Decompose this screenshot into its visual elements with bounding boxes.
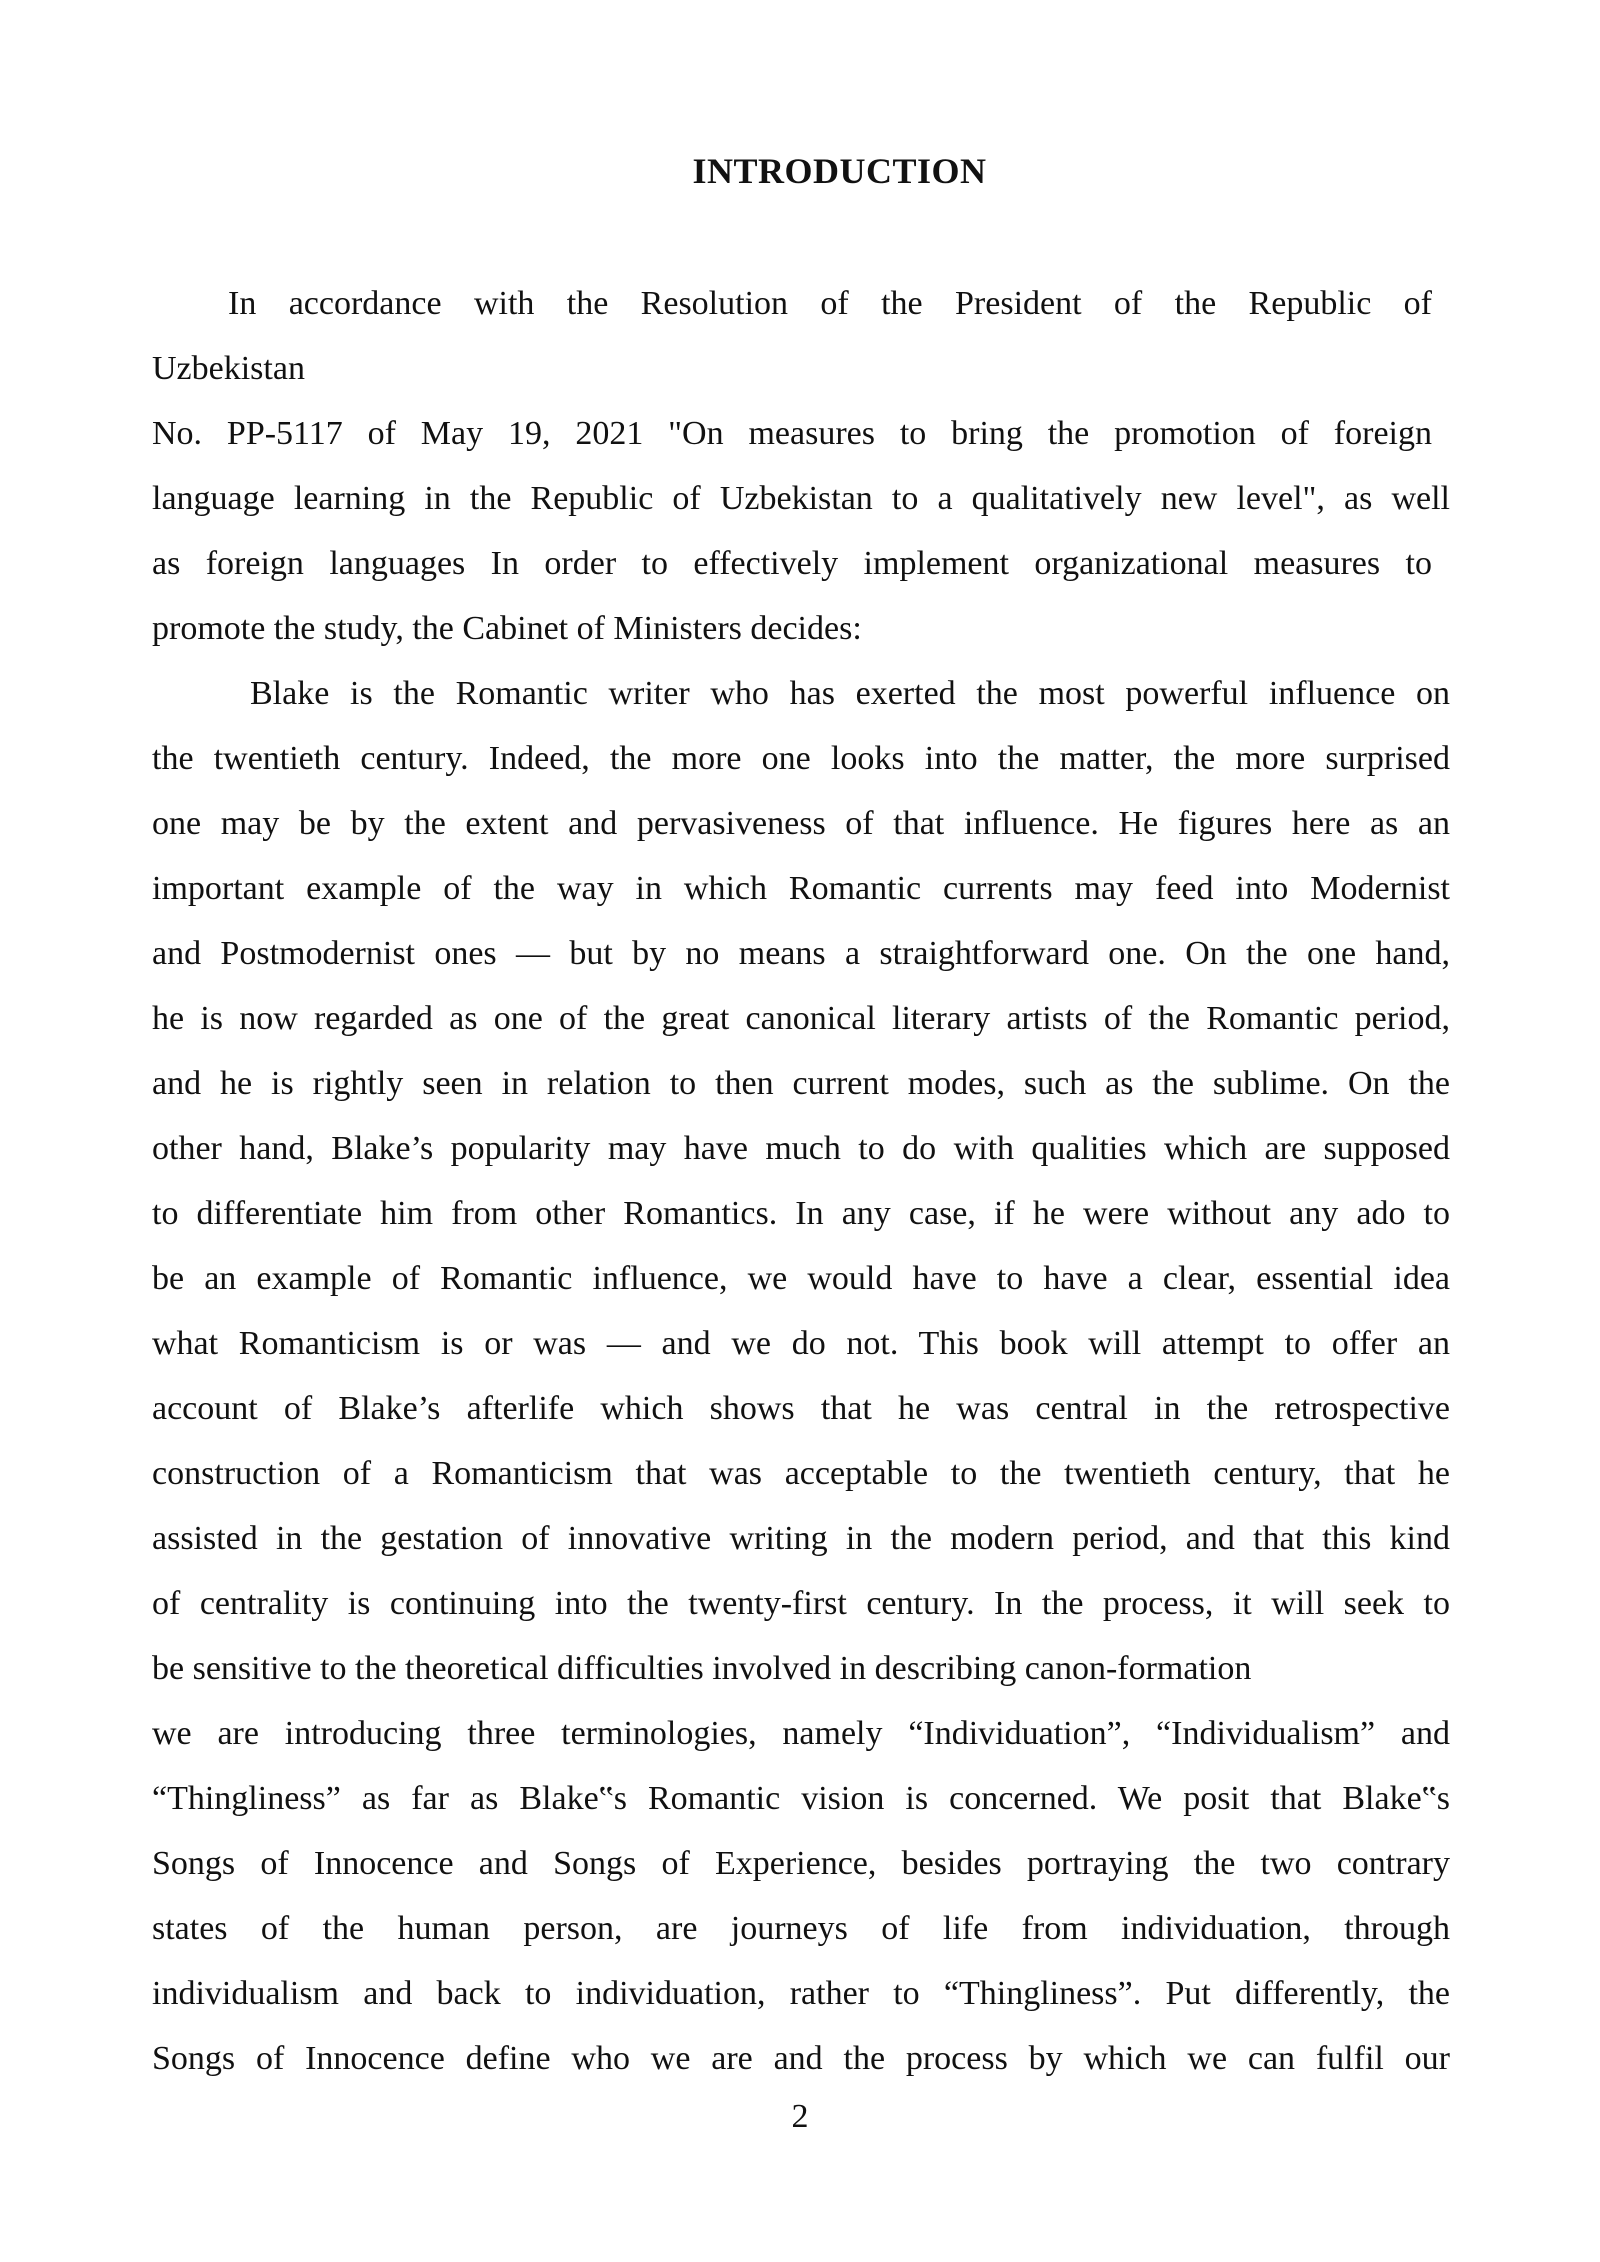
text-line: what Romanticism is or was — and we do not. This book will attempt to offer an — [152, 1325, 1450, 1362]
text-line: to differentiate him from other Romantics. In any case, if he were without any ado to — [152, 1195, 1450, 1232]
body-text — [152, 271, 1450, 2091]
text-line: important example of the way in which Romantic currents may feed into Modernist — [152, 870, 1450, 907]
text-line: Songs of Innocence and Songs of Experience, besides portraying the two contrary — [152, 1845, 1450, 1882]
page-number: 2 — [791, 2098, 809, 2135]
text-line: states of the human person, are journeys of life from individuation, through — [152, 1910, 1450, 1947]
text-line: we are introducing three terminologies, namely “Individuation”, “Individualism” and — [152, 1715, 1450, 1752]
text-line: Blake is the Romantic writer who has exerted the most powerful influence on — [250, 675, 1450, 712]
text-line: individualism and back to individuation, rather to “Thingliness”. Put differently, the — [152, 1975, 1450, 2012]
text-line: he is now regarded as one of the great canonical literary artists of the Romantic period, — [152, 1000, 1450, 1037]
text-line: account of Blake’s afterlife which shows that he was central in the retrospective — [152, 1390, 1450, 1427]
text-line: other hand, Blake’s popularity may have much to do with qualities which are supposed — [152, 1130, 1450, 1167]
text-line: language learning in the Republic of Uzbekistan to a qualitatively new level", as well — [152, 480, 1450, 517]
text-line: promote the study, the Cabinet of Ministers decides: — [152, 610, 862, 647]
text-line: of centrality is continuing into the twenty-first century. In the process, it will seek to — [152, 1585, 1450, 1622]
text-line: and he is rightly seen in relation to then current modes, such as the sublime. On the — [152, 1065, 1450, 1102]
text-line: be an example of Romantic influence, we would have to have a clear, essential idea — [152, 1260, 1450, 1297]
text-line: construction of a Romanticism that was acceptable to the twentieth century, that he — [152, 1455, 1450, 1492]
text-line: “Thingliness” as far as Blake‟s Romantic vision is concerned. We posit that Blake‟s — [152, 1780, 1450, 1817]
text-line: Uzbekistan — [152, 350, 305, 387]
text-line: and Postmodernist ones — but by no means a straightforward one. On the one hand, — [152, 935, 1450, 972]
text-line: Songs of Innocence define who we are and the process by which we can fulfil our — [152, 2040, 1450, 2077]
text-line: the twentieth century. Indeed, the more one looks into the matter, the more surprised — [152, 740, 1450, 777]
text-line: one may be by the extent and pervasiveness of that influence. He figures here as an — [152, 805, 1450, 842]
text-line: be sensitive to the theoretical difficulties involved in describing canon-formation — [152, 1650, 1252, 1687]
text-line: No. PP-5117 of May 19, 2021 "On measures to bring the promotion of foreign — [152, 415, 1432, 452]
text-line: as foreign languages In order to effectively implement organizational measures to — [152, 545, 1432, 582]
text-line: assisted in the gestation of innovative writing in the modern period, and that this kind — [152, 1520, 1450, 1557]
page-title: INTRODUCTION — [692, 151, 987, 191]
text-line: In accordance with the Resolution of the President of the Republic of — [228, 285, 1432, 322]
